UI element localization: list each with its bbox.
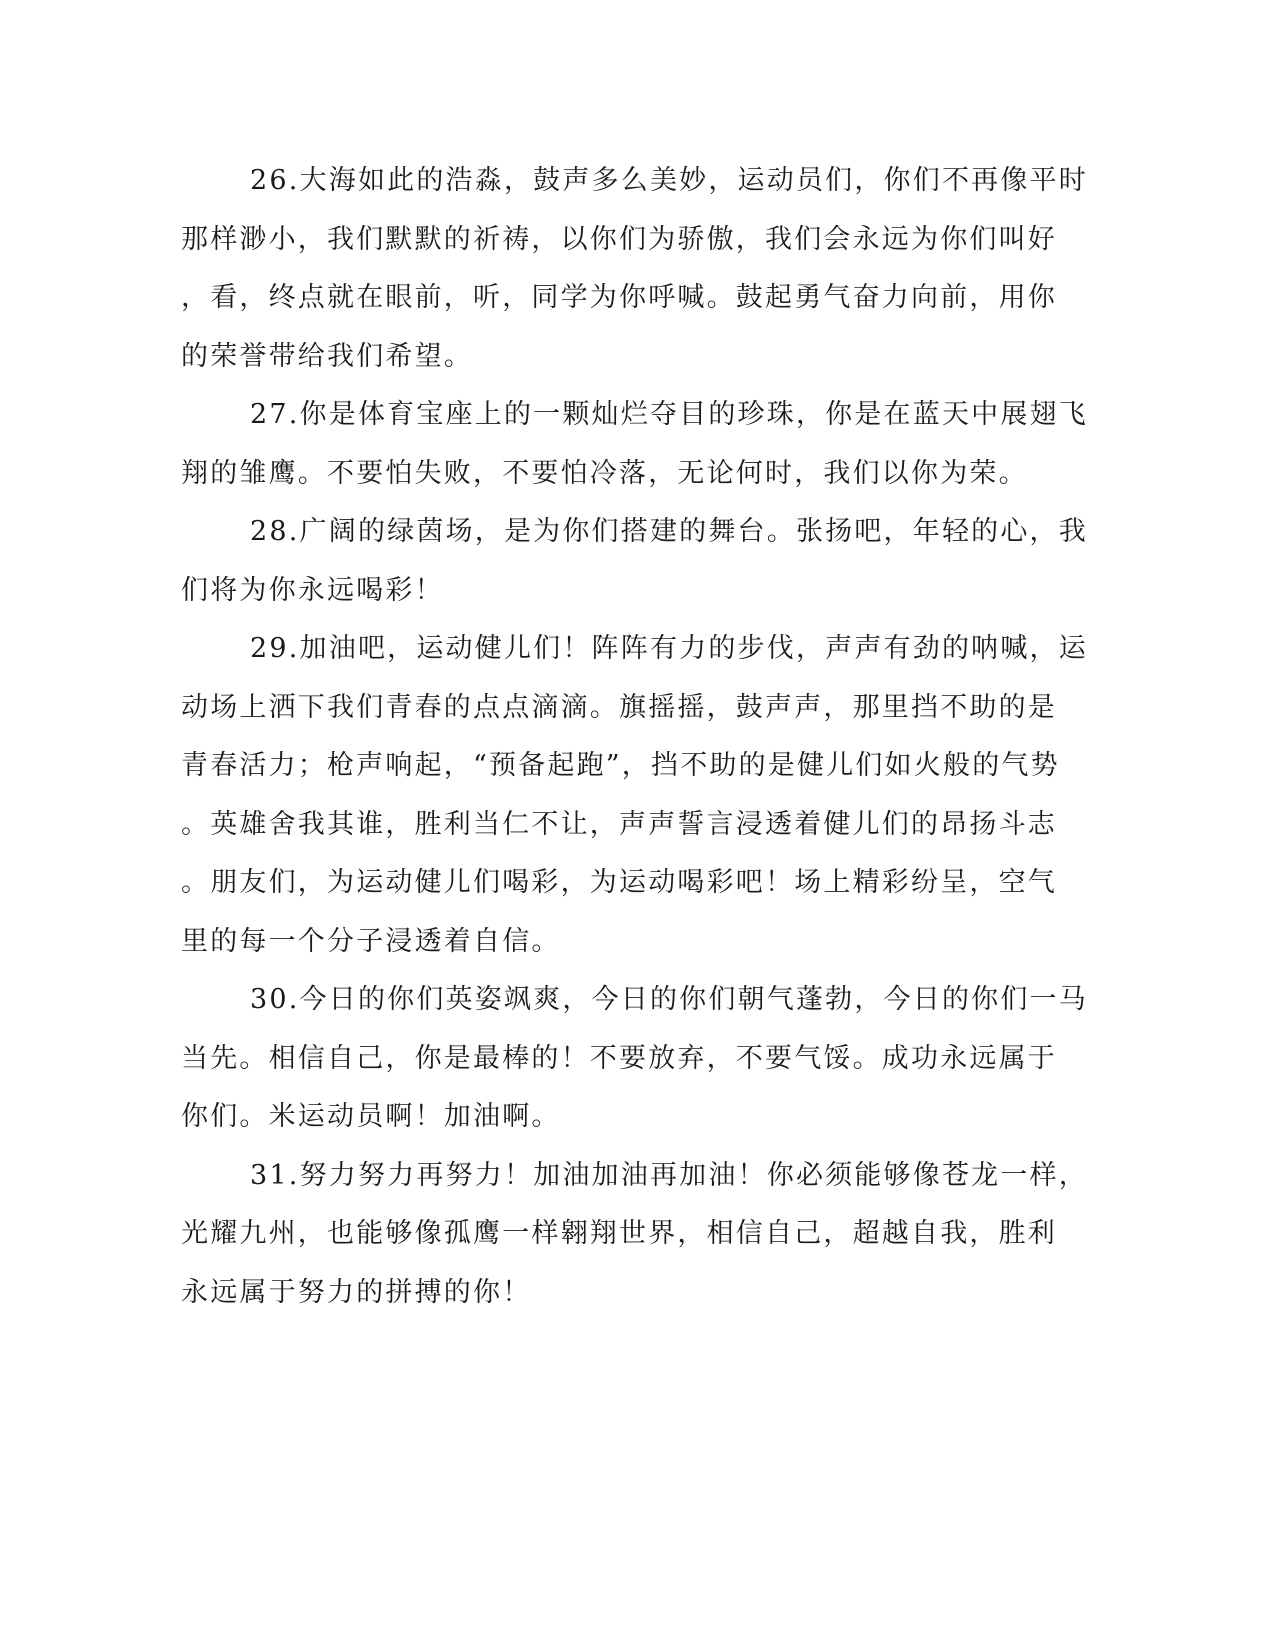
text-line: 29.加油吧，运动健儿们！阵阵有力的步伐，声声有劲的呐喊，运 — [250, 633, 1088, 664]
text-line: 27.你是体育宝座上的一颗灿烂夺目的珍珠，你是在蓝天中展翅飞 — [250, 399, 1088, 430]
paragraph-26 — [181, 152, 1088, 386]
text-line: 26.大海如此的浩淼，鼓声多么美妙，运动员们，你们不再像平时 — [250, 165, 1088, 196]
text-line: 28.广阔的绿茵场，是为你们搭建的舞台。张扬吧，年轻的心，我 — [250, 516, 1088, 547]
text-line: 31.努力努力再努力！加油加油再加油！你必须能够像苍龙一样， — [250, 1159, 1088, 1191]
text-line: 永远属于努力的拼搏的你！ — [181, 1276, 532, 1308]
text-line: 的荣誉带给我们希望。 — [181, 340, 473, 372]
text-line: 30.今日的你们英姿飒爽，今日的你们朝气蓬勃，今日的你们一马 — [250, 984, 1088, 1015]
paragraph-29 — [181, 620, 1088, 971]
document-body — [181, 152, 1088, 1322]
text-line: 翔的雏鹰。不要怕失败，不要怕冷落，无论何时，我们以你为荣。 — [181, 457, 1028, 489]
text-line: 。英雄舍我其谁，胜利当仁不让，声声誓言浸透着健儿们的昂扬斗志 — [181, 808, 1057, 840]
paragraph-28 — [181, 503, 1088, 620]
text-line: 光耀九州，也能够像孤鹰一样翱翔世界，相信自己，超越自我，胜利 — [181, 1218, 1057, 1249]
text-line: 动场上洒下我们青春的点点滴滴。旗摇摇，鼓声声，那里挡不助的是 — [181, 691, 1057, 723]
text-line: 们将为你永远喝彩！ — [181, 574, 444, 606]
text-line: 当先。相信自己，你是最棒的！不要放弃，不要气馁。成功永远属于 — [181, 1042, 1057, 1074]
text-line: 青春活力；枪声响起，“预备起跑”，挡不助的是健儿们如火般的气势 — [181, 750, 1060, 781]
text-line: 那样渺小，我们默默的祈祷，以你们为骄傲，我们会永远为你们叫好 — [181, 223, 1057, 255]
text-line: 里的每一个分子浸透着自信。 — [181, 925, 561, 957]
paragraph-31 — [181, 1147, 1088, 1323]
paragraph-30 — [181, 971, 1088, 1147]
text-line: 。朋友们，为运动健儿们喝彩，为运动喝彩吧！场上精彩纷呈，空气 — [181, 867, 1057, 898]
paragraph-27 — [181, 386, 1088, 503]
text-line: ，看，终点就在眼前，听，同学为你呼喊。鼓起勇气奋力向前，用你 — [181, 282, 1057, 313]
text-line: 你们。米运动员啊！加油啊。 — [181, 1101, 561, 1132]
